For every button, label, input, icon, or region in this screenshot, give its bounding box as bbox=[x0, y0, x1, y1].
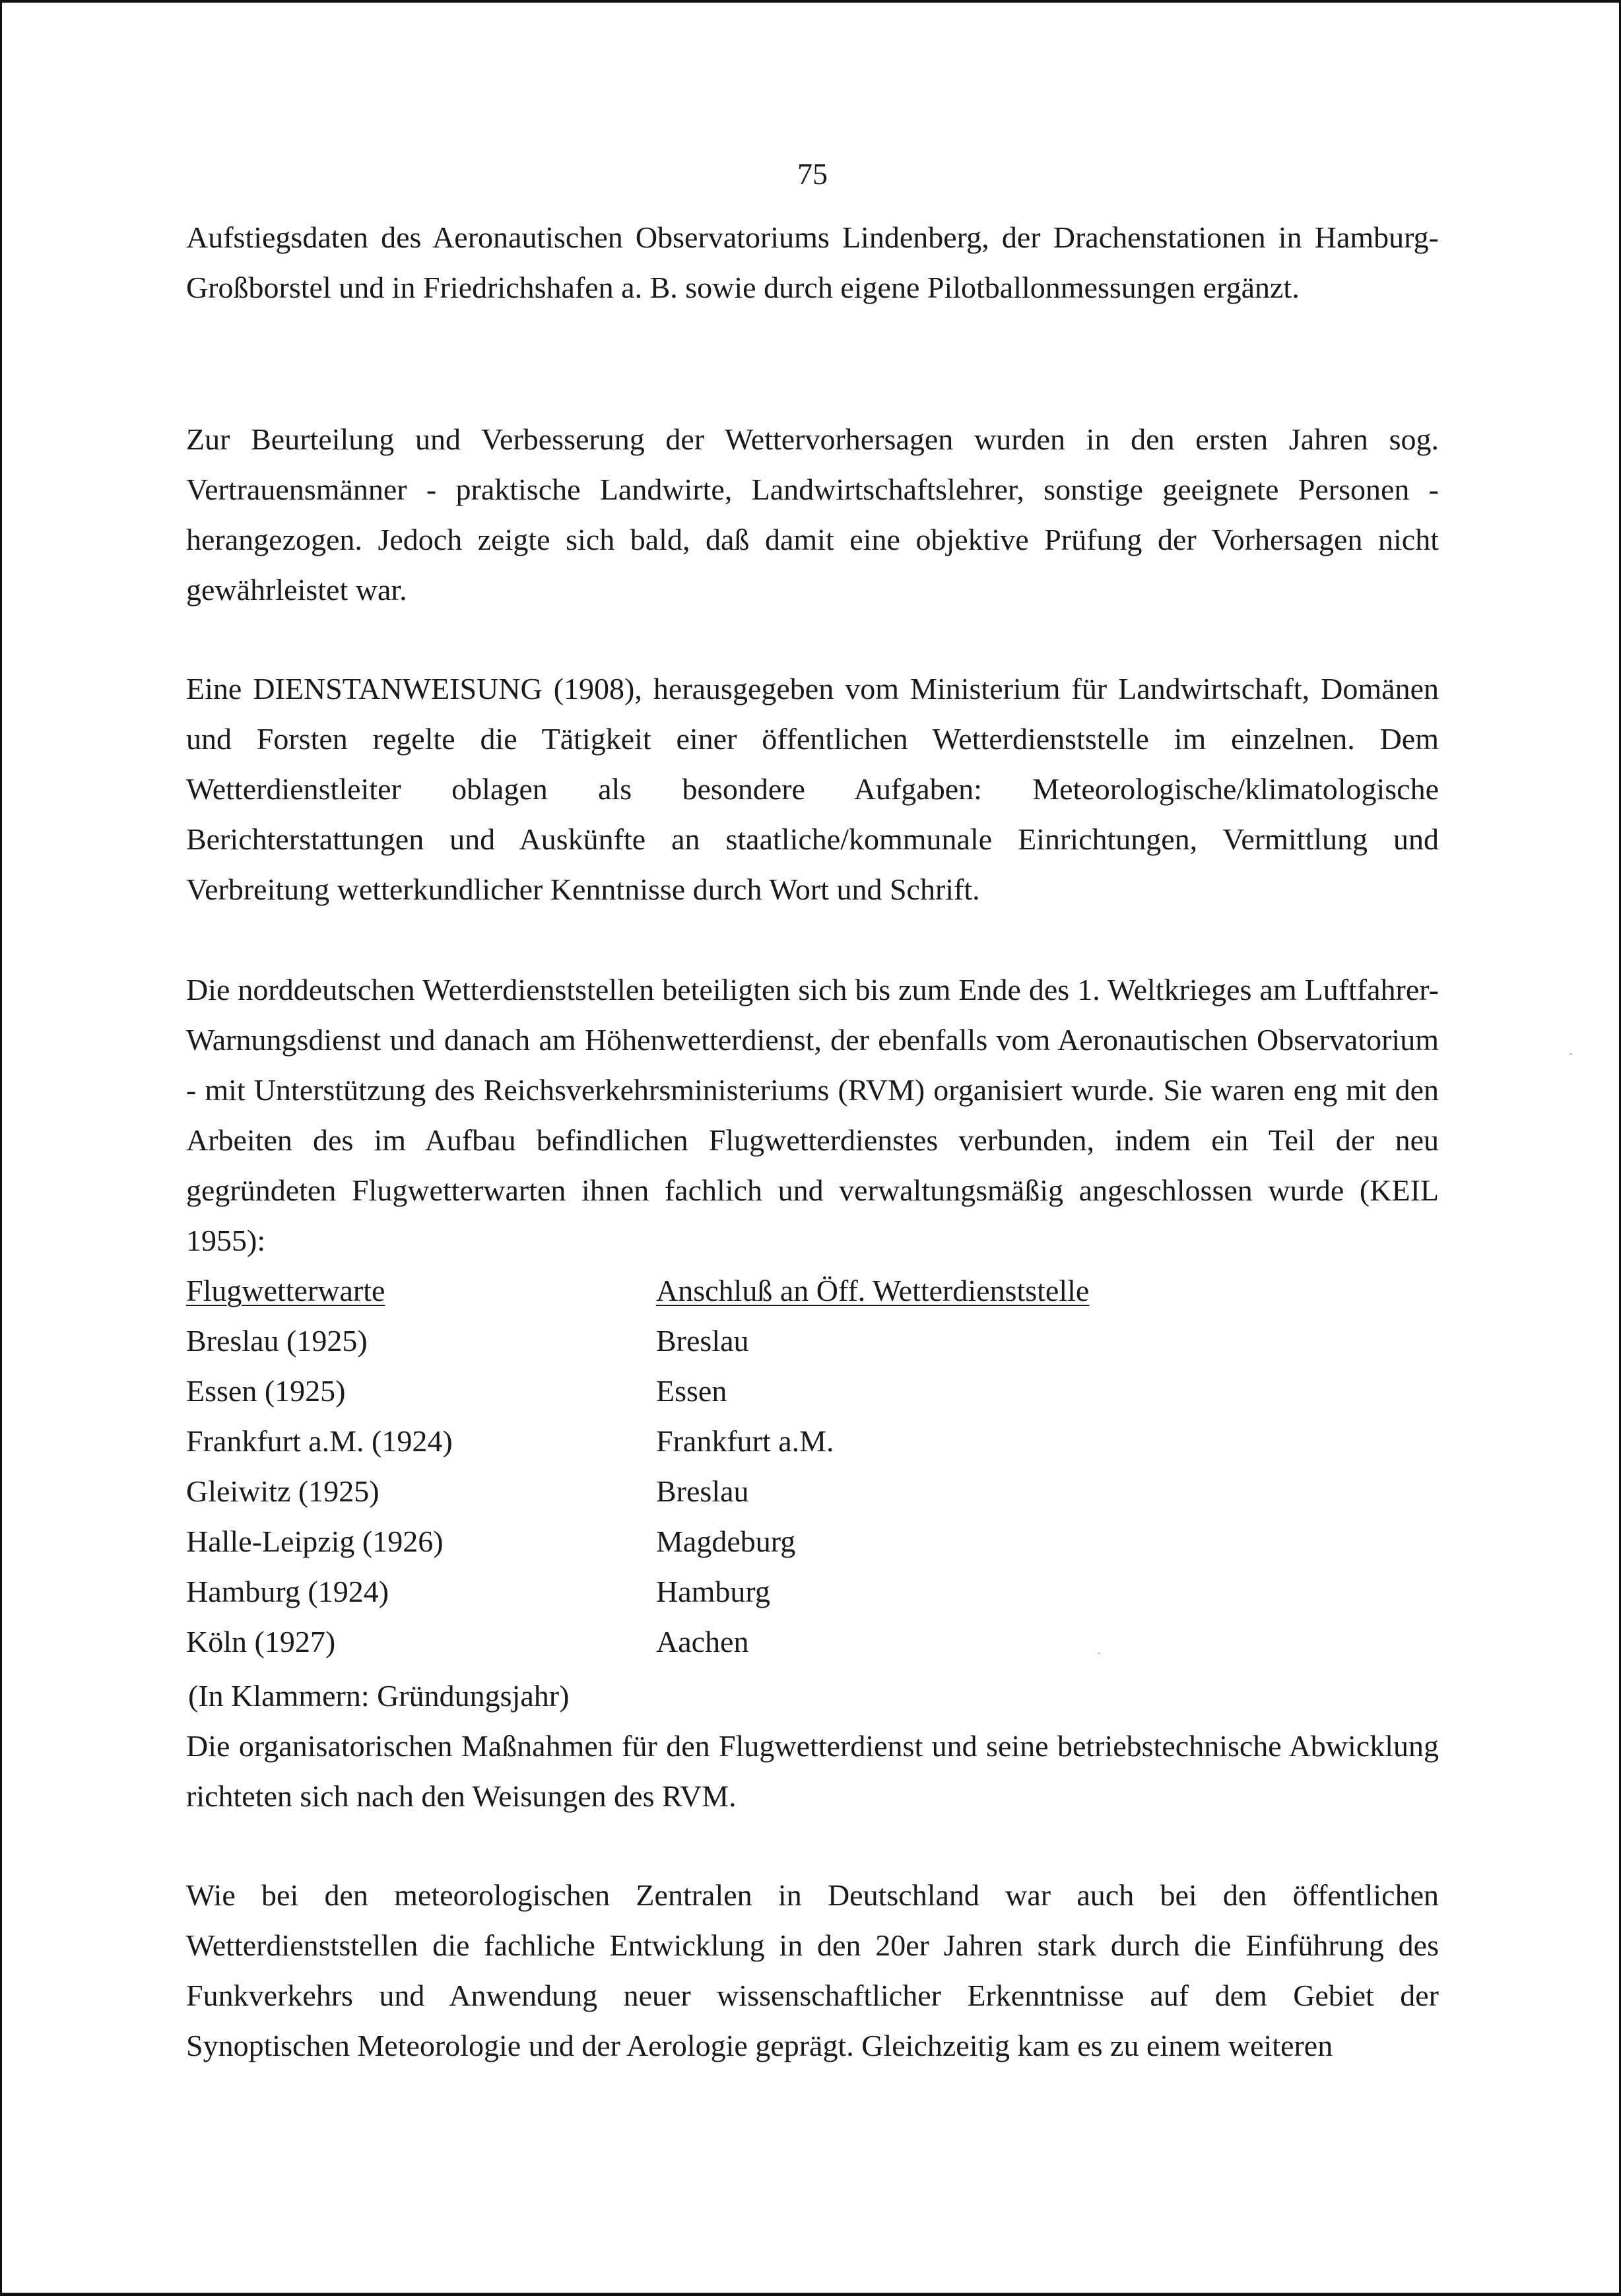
table-row bbox=[186, 1466, 1439, 1517]
scan-speck bbox=[1570, 1053, 1572, 1055]
table-row bbox=[186, 1617, 1439, 1667]
table-header-row bbox=[186, 1266, 1439, 1316]
table-cell-station: Hamburg (1924) bbox=[186, 1575, 389, 1608]
scan-speck bbox=[1098, 1653, 1100, 1654]
table-cell-connection: Magdeburg bbox=[656, 1525, 796, 1558]
table-cell-station: Gleiwitz (1925) bbox=[186, 1474, 380, 1508]
table-cell-station: Köln (1927) bbox=[186, 1625, 336, 1658]
table-row bbox=[186, 1316, 1439, 1366]
weather-station-table bbox=[186, 1266, 1439, 1667]
table-row bbox=[186, 1517, 1439, 1567]
table-cell-station: Halle-Leipzig (1926) bbox=[186, 1525, 444, 1558]
table-cell-connection: Essen bbox=[656, 1374, 727, 1408]
table-row bbox=[186, 1567, 1439, 1617]
table-cell-connection: Frankfurt a.M. bbox=[656, 1424, 834, 1458]
page-number: 75 bbox=[797, 157, 828, 191]
paragraph-1: Aufstiegsdaten des Aeronautischen Observatoriums Lindenberg, der Drachenstationen in Hamburg-Großborstel und in Friedrichshafen a. B. sowie durch eigene Pilotballonmessungen ergänzt. bbox=[186, 220, 1439, 304]
table-row bbox=[186, 1366, 1439, 1416]
table-cell-connection: Hamburg bbox=[656, 1575, 770, 1608]
column-header-flugwetterwarte: Flugwetterwarte bbox=[186, 1274, 385, 1307]
paragraph-2: Zur Beurteilung und Verbesserung der Wettervorhersagen wurden in den ersten Jahren sog. Vertrauensmänner - praktische Landwirte, Landwirtschaftslehrer, sonstige geeignete Personen - herangezogen. Jedoch zeigte sich bald, daß damit eine objektive Prüfung der Vorhersagen nicht gewährleistet war. bbox=[186, 422, 1439, 607]
paragraph-5: Die organisatorischen Maßnahmen für den Flugwetterdienst und seine betriebstechnische Abwicklung richteten sich nach den Weisungen des RVM. bbox=[186, 1729, 1439, 1813]
table-note: (In Klammern: Gründungsjahr) bbox=[188, 1679, 570, 1713]
paragraph-6: Wie bei den meteorologischen Zentralen in Deutschland war auch bei den öffentlichen Wetterdienststellen die fachliche Entwicklung in den 20er Jahren stark durch die Einführung des Funkverkehrs und Anwendung neuer wissenschaftlicher Erkenntnisse auf dem Gebiet der Synoptischen Meteorologie und der Aerologie geprägt. Gleichzeitig kam es zu einem weiteren bbox=[186, 1878, 1439, 2062]
table-row bbox=[186, 1416, 1439, 1466]
table-cell-station: Frankfurt a.M. (1924) bbox=[186, 1424, 453, 1458]
paragraph-4: Die norddeutschen Wetterdienststellen beteiligten sich bis zum Ende des 1. Weltkrieges am Luftfahrer-Warnungsdienst und danach am Höhenwetterdienst, der ebenfalls vom Aeronautischen Observatorium - mit Unterstützung des Reichsverkehrsministeriums (RVM) organisiert wurde. Sie waren eng mit den Arbeiten des im Aufbau befindlichen Flugwetterdienstes verbunden, indem ein Teil der neu gegründeten Flugwetterwarten ihnen fachlich und verwaltungsmäßig angeschlossen wurde (KEIL 1955): bbox=[186, 973, 1439, 1257]
table-cell-connection: Breslau bbox=[656, 1324, 749, 1358]
table-cell-station: Breslau (1925) bbox=[186, 1324, 368, 1358]
table-cell-connection: Aachen bbox=[656, 1625, 749, 1658]
table-cell-connection: Breslau bbox=[656, 1474, 749, 1508]
column-header-anschluss: Anschluß an Öff. Wetterdienststelle bbox=[656, 1274, 1090, 1307]
paragraph-3: Eine DIENSTANWEISUNG (1908), herausgegeben vom Ministerium für Landwirtschaft, Domänen und Forsten regelte die Tätigkeit einer öffentlichen Wetterdienststelle im einzelnen. Dem Wetterdienstleiter oblagen als besondere Aufgaben: Meteorologische/klimatologische Berichterstattungen und Auskünfte an staatliche/kommunale Einrichtungen, Vermittlung und Verbreitung wetterkundlicher Kenntnisse durch Wort und Schrift. bbox=[186, 672, 1439, 906]
table-cell-station: Essen (1925) bbox=[186, 1374, 346, 1408]
